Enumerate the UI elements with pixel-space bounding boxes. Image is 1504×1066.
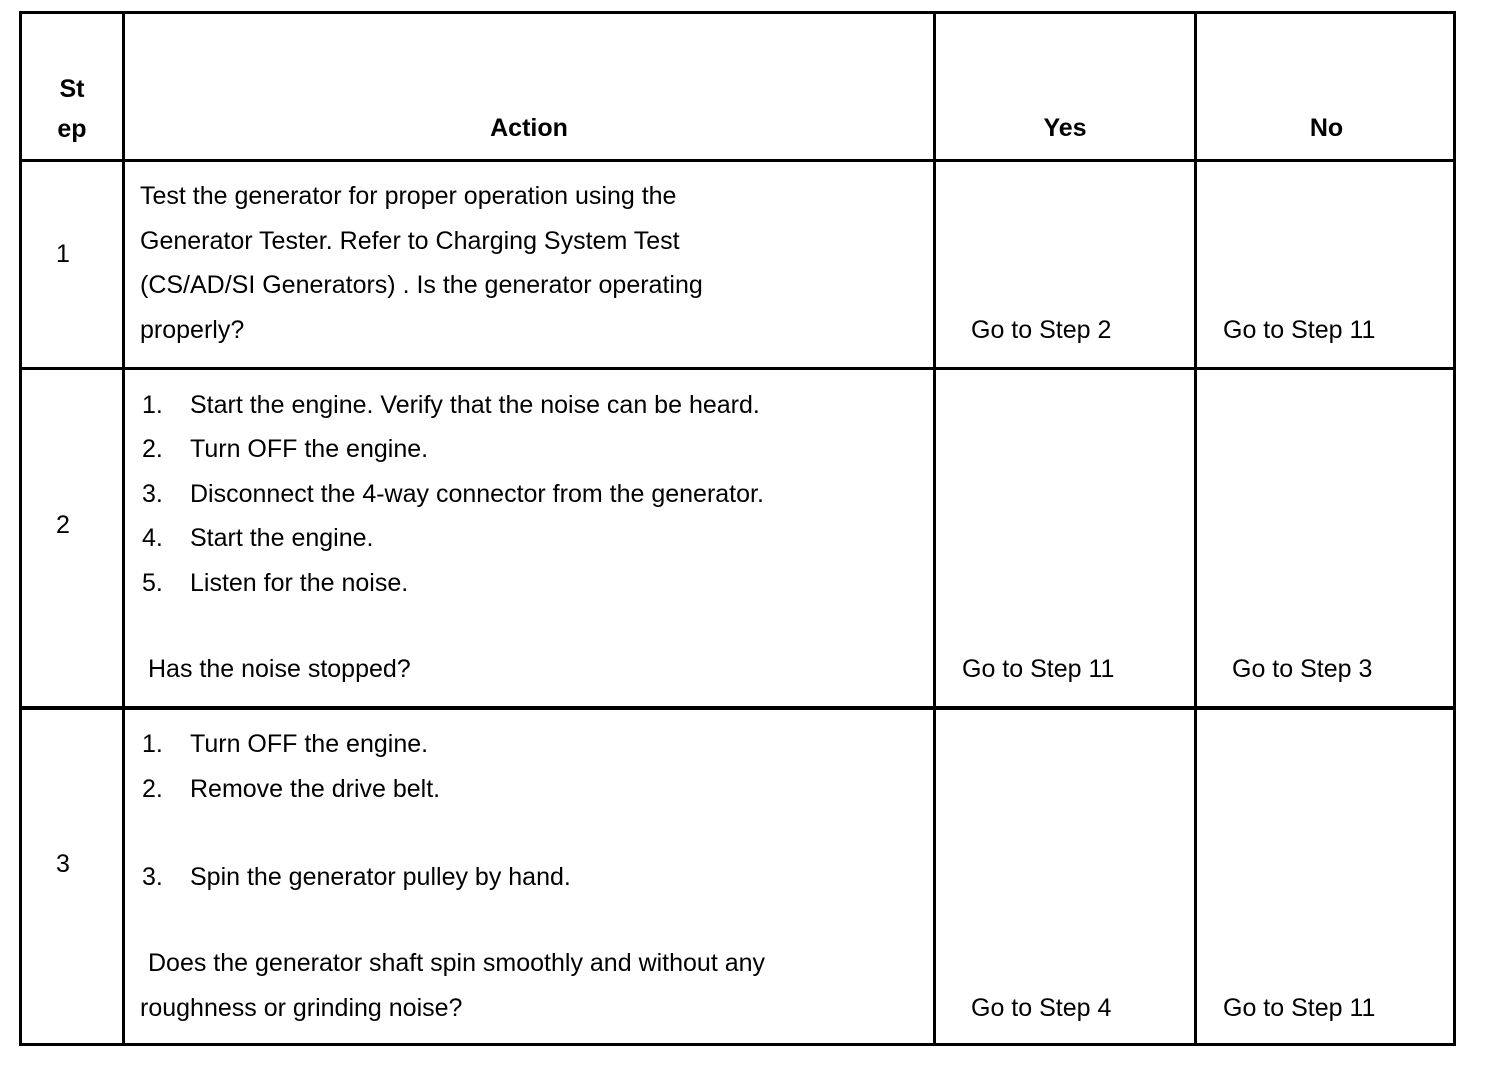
list-item-number: 4. <box>142 524 163 552</box>
list-item-text: Listen for the noise. <box>190 569 409 597</box>
header-step <box>22 69 122 149</box>
step-number: 1 <box>56 240 70 268</box>
header-yes: Yes <box>1043 114 1087 142</box>
column-divider <box>1194 14 1197 1043</box>
list-item-text: Turn OFF the engine. <box>190 435 429 463</box>
question-text: roughness or grinding noise? <box>140 994 463 1022</box>
list-item-number: 5. <box>142 569 163 597</box>
step-number: 3 <box>56 850 70 878</box>
header-action: Action <box>490 114 568 142</box>
no-result: Go to Step 11 <box>1223 316 1376 344</box>
yes-result: Go to Step 4 <box>971 994 1112 1022</box>
column-divider <box>122 14 125 1043</box>
list-item-text: Turn OFF the engine. <box>190 730 429 758</box>
list-item-text: Start the engine. <box>190 524 374 552</box>
column-divider <box>933 14 936 1043</box>
header-step-line: ep <box>57 115 87 143</box>
list-item-number: 1. <box>142 730 163 758</box>
action-line: (CS/AD/SI Generators) . Is the generator operating <box>140 271 703 299</box>
list-item-number: 1. <box>142 391 163 419</box>
list-item-number: 2. <box>142 775 163 803</box>
action-line: Test the generator for proper operation using the <box>140 182 677 210</box>
yes-result: Go to Step 2 <box>971 316 1112 344</box>
header-no: No <box>1309 114 1344 142</box>
question-text: Has the noise stopped? <box>148 655 411 683</box>
step-number: 2 <box>56 511 70 539</box>
yes-result: Go to Step 11 <box>962 655 1115 683</box>
no-result: Go to Step 3 <box>1232 655 1373 683</box>
list-item-text: Spin the generator pulley by hand. <box>190 863 571 891</box>
list-item-text: Disconnect the 4-way connector from the generator. <box>190 480 764 508</box>
list-item-number: 3. <box>142 480 163 508</box>
row-divider <box>22 706 1453 710</box>
row-divider <box>22 159 1453 162</box>
row-divider <box>22 367 1453 370</box>
list-item-text: Start the engine. Verify that the noise can be heard. <box>190 391 760 419</box>
diagnostic-table <box>19 11 1456 1046</box>
question-text: Does the generator shaft spin smoothly and without any <box>148 949 766 977</box>
action-line: Generator Tester. Refer to Charging System Test <box>140 227 680 255</box>
action-line: properly? <box>140 316 245 344</box>
list-item-number: 3. <box>142 863 163 891</box>
list-item-text: Remove the drive belt. <box>190 775 441 803</box>
no-result: Go to Step 11 <box>1223 994 1376 1022</box>
list-item-number: 2. <box>142 435 163 463</box>
header-step-line: St <box>59 75 85 103</box>
